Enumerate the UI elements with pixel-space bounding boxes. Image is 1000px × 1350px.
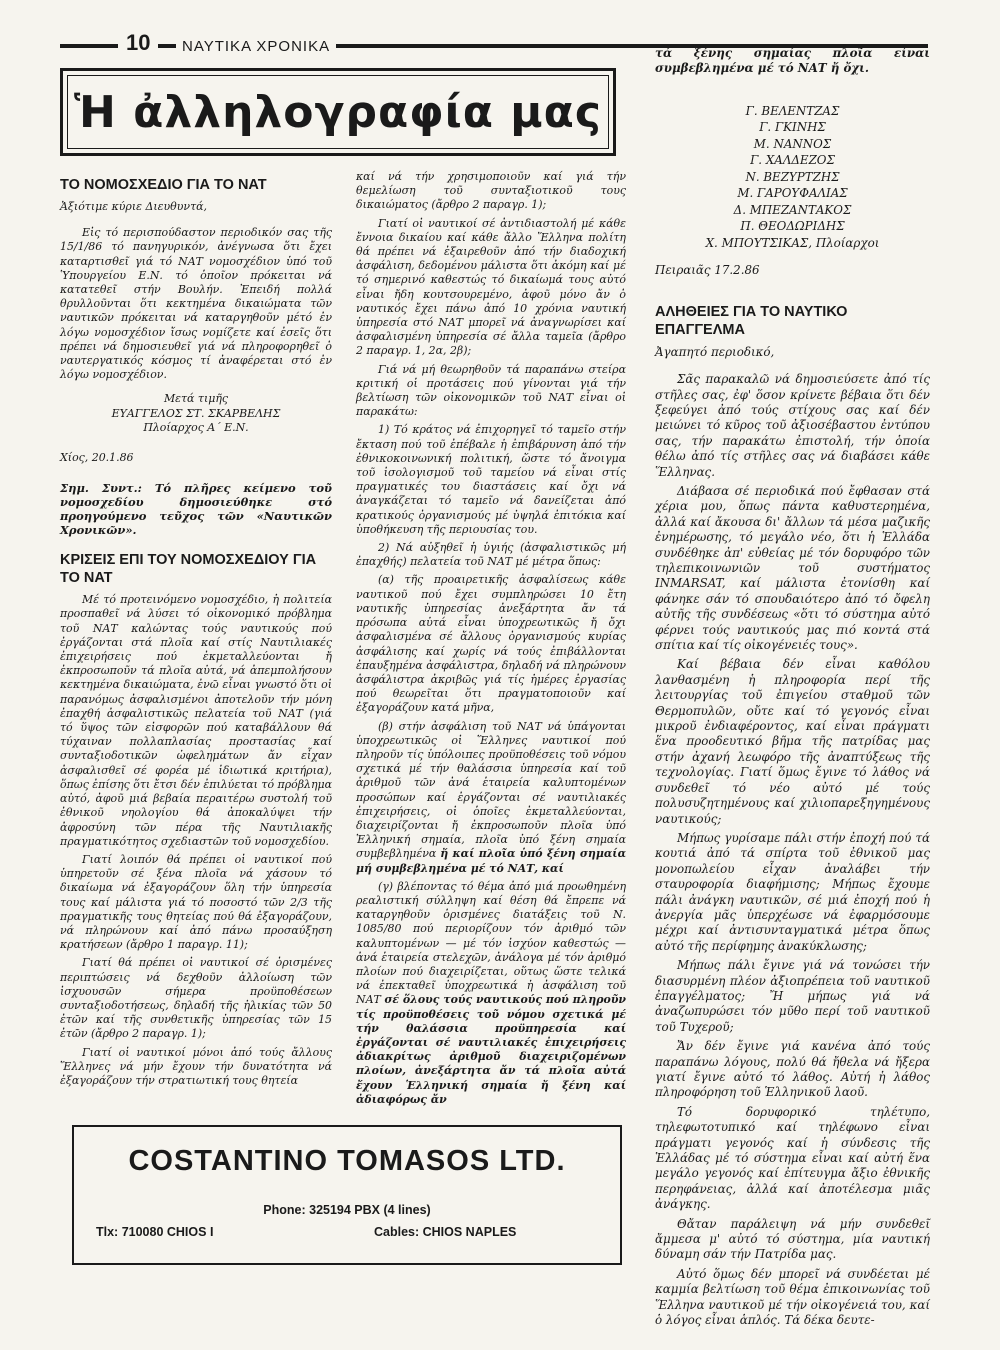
signatory: Δ. ΜΠΕΖΑΝΤΑΚΟΣ [733,202,852,217]
advert-telex: Tlx: 710080 CHIOS I [96,1225,214,1239]
letter2-paragraph: Γιατί οἱ ναυτικοί μόνοι ἀπό τούς ἄλλους Ἕλληνες νά μήν ἔχουν τήν δυνατότητα νά ἐξαγοράζουν τήν στρατιωτική τους θητεία [60,1045,332,1087]
letter3-paragraph: Τό δορυφορικό τηλέτυπο, τηλεφωτοτυπικό καί τηλέφωνο εἶναι πράγματι γεγονός καί ἡ σύνδεσις τῆς Ἑλλάδας μέ τό σύστημα εἶναι καί αὐτή ἕνα μεγάλο γεγονός καί ἐπίτευγμα ἄξιο ἐθνικῆς περηφάνειας, ἀλλά καί ἀποτέλεσμα μιᾶς ἀνάγκης. [655,1104,930,1212]
letter2-text: (β) στήν ἀσφάλιση τοῦ ΝΑΤ νά ὑπάγονται ὑποχρεωτικῶς οἱ Ἕλληνες ναυτικοί πού πληροῦν τίς ὑπόλοιπες προϋποθέσεις τοῦ νόμου σχετικά μέ τήν θαλάσσια ὑπηρεσία καί τοῦ ἀριθμοῦ τῶν ἀνά ἑταιρεία καλυπτομένων προσώπων καί ἐργάζονται σέ ναυτιλιακές ἐπιχειρήσεις, οἱ ὁποῖες ἐκμεταλλεύονται, διαχειρίζονται ἤ ἐκπροσωποῦν πλοῖα ὑπό Ἑλληνική σημαία, πλοῖα ὑπό ξένη σημαία συμβεβλημένα [356,719,626,861]
letter3-paragraph: Αὐτό ὅμως δέν μπορεῖ νά συνδέεται μέ καμμία βελτίωση τοῦ θέμα ἐπικοινωνίας τοῦ Ἕλληνα ναυτικοῦ μέ τήν οἰκογένειά του, καί ὁ λόγος εἶναι ἁπλός. Τά δέκα δευτε- [655,1266,930,1328]
letter2-place-date: Πειραιᾶς 17.2.86 [655,263,760,278]
signatory: Μ. ΓΑΡΟΥΦΑΛΙΑΣ [737,186,848,201]
signatory: Π. ΘΕΟΔΩΡΙΔΗΣ [740,219,845,234]
section-title-box [60,68,616,156]
advert-phone: Phone: 325194 PBX (4 lines) [263,1203,431,1217]
letter2-paragraph: καί νά τήν χρησιμοποιοῦν καί γιά τήν θεμελίωση τοῦ συνταξιοτικοῦ τους δικαιώματος (ἄρθρο 2 παραγρ. 1); [356,170,626,212]
letter1-body: Εἰς τό περισπούδαστον περιοδικόν σας τῆς 15/1/86 τό πανηγυρικόν, ἀνέγνωσα ὅτι ἔχει καταρτισθεῖ γιά τό ΝΑΤ νομοσχέδιον ὑπό τοῦ Ὑπουργείου Ε.Ν. τό ὁποῖον πρόκειται νά κατατεθεῖ στήν Βουλήν. Ἐπειδή πολλά θρυλλοῦνται ὅτι κεκτημένα δικαιώματα τῶν ναυτικῶν πρόκειται νά καταργηθοῦν μέτό ἐν λόγω νομοσχέδιον ἴσως νομίζετε καί ἐσεῖς ὅτι πρέπει νά δημοσιευθεῖ γιά νά πληροφορηθεῖ ὁ ναυτεργατικός κόσμος τί ἀναφέρεται στό ἐν λόγω νομοσχέδιον. [60,226,332,382]
letter3-paragraph: Μήπως γυρίσαμε πάλι στήν ἐποχή πού τά κουτιά ἀπό τά σπίρτα τοῦ ἐθνικοῦ μας μονοπωλείου εἶχαν ἀναλάβει τήν σταυροφορία διαφήμισης; Μήπως ἔχουμε πάλι ἀνάγκη ναυτικῶν, σέ μιά ἐποχή πού ἡ ἀνεργία μᾶς ὑπερχέωσε νά ἐφαρμόσουμε μέχρι καί ἀντισυνταγματικά μέτρα ὅπως αὐτό τῆς περίφημης ἀνακύκλωσης; [655,830,930,953]
letter1-closing: Μετά τιμῆς [163,392,229,406]
letter2-paragraph: Γιατί θά πρέπει οἱ ναυτικοί σέ ὁρισμένες περιπτώσεις νά δεχθοῦν ἀλλοίωση τῶν ἰσχυουσῶν σήμερα προϋποθέσεων συνταξιοδοτήσεως, δηλαδή τῆς ἡλικίας τῶν 50 ἐτῶν καί τῆς συνθετικῆς ὑπηρεσίας τῶν 15 ἐτῶν (ἄρθρο 2 παραγρ. 1); [60,956,332,1041]
letter3-paragraph: Καί βέβαια δέν εἶναι καθόλου λανθασμένη ἡ πληροφορία περί τῆς λειτουργίας τοῦ ἐπιγείου σταθμοῦ τῶν Θερμοπυλῶν, οὔτε καί τό γεγονός εἶναι μικροῦ ἐνδιαφέροντος, καί εἶναι πράγματι ἕνα προοδευτικό βῆμα τῆς πατρίδας μας στήν ἀχανή λεωφόρο τῆς ἀναπτύξεως τῆς τεχνολογίας. Γιατί ὅμως ἔγινε τό λάθος νά συνδεθεῖ τό νέο αὐτό μέ τούς πολυσυζητημένους καί χιλιοπαρεξηγημένους ναυτικούς; [655,657,930,826]
letter3-paragraph: Ἄν δέν ἔγινε γιά κανένα ἀπό τούς παραπάνω λόγους, πολύ θά ἤθελα νά ἤξερα γιατί ἔγινε αὐτό τό λάθος. Αὐτή ἡ λάθος πληροφόρηση τοῦ Ἑλληνικοῦ λαοῦ. [655,1039,930,1100]
letter3-paragraph: Μήπως πάλι ἔγινε γιά νά τονώσει τήν διασυρμένη πλέον ἀξιοπρέπεια τοῦ ναυτικοῦ ἐπαγγέλματος; Ἤ μήπως γιά νά ἀναζωπυρώσει τόν μῦθο περί τοῦ ναυτικοῦ τοῦ Τυχεροῦ; [655,958,930,1034]
letter2-paragraph: Γιατί λοιπόν θά πρέπει οἱ ναυτικοί πού ὑπηρετοῦν σέ ξένα πλοῖα νά χάσουν τό δικαίωμα νά ἐξαγοράζουν ὅλη τήν ὑπηρεσία τους καί μάλιστα γιά τό ποσοστό τῶν 2/3 τῆς πραγματικῆς τους θητείας πού θά ἐξαγοράζουν, νά πληρώνουν καί ἀπό πάνω προσαύξηση κρατήσεων (ἄρθρο 1 παραγρ. 11); [60,852,332,952]
signatory: Γ. ΧΑΛΔΕΖΟΣ [750,153,835,168]
magazine-name: ΝΑΥΤΙΚΑ ΧΡΟΝΙΚΑ [176,38,336,55]
letter2-bold-text: ἤ καί πλοῖα ὑπό ξένη σημαία μή συμβεβλημένα μέ τό ΝΑΤ, καί [356,847,626,875]
letter1-salutation: Ἀξιότιμε κύριε Διευθυντά, [60,200,207,213]
letter2-bold-continuation: τά ξένης σημαίας πλοῖα εἶναι συμβεβλημένα μέ τό ΝΑΤ ἤ ὄχι. [655,46,930,76]
page-number: 10 [118,30,158,56]
advertisement-box [72,1125,622,1265]
column-2 [356,170,626,1111]
letter1-signer-title: Πλοίαρχος Α΄ Ε.Ν. [143,420,249,434]
letter2-paragraph [356,880,626,1107]
letter2-paragraph: Μέ τό προτεινόμενο νομοσχέδιο, ἡ πολιτεία προσπαθεῖ νά λύσει τό οἰκονομικό πρόβλημα τοῦ ΝΑΤ καλώντας τούς ναυτικούς πού ἐργάζονται στά πλοῖα καί στίς Ναυτιλιακές ἐπιχειρήσεις πού ἐκμεταλλεύονται ἤ ἐκπροσωποῦν τά πλοῖα αὐτά, νά ἀπεμπολήσουν κεκτημένα δικαιώματα, ἐνῶ εἶναι γνωστό ὅτι οἱ παρανόμως ἀσφαλισμένοι ἀποτελοῦν τήν μόνη ἐπαχθή ἀσφαλιστικῶς πελατεία τοῦ ΝΑΤ (γιά τό ὕψος τῶν εἰσφορῶν πού καταβάλλουν θά τύχαιναν πολλαπλασίας προστασίας καί συνταξιοδοτικῶν ὠφελημάτων ἄν εἶχαν ἀσφαλισθεῖ σέ φορέα μέ ἰδιωτικά κριτήρια), ὅπως ἐπίσης ὅτι ἔτσι δέν ἐπιλύεται τό πρόβλημα αὐτό, ἀφοῦ μιά βεβαία περαιτέρω συστολή τοῦ ἐθνικοῦ νηολογίου θά ἀποκαλύψει τήν ἀφροσύνη τῶν πέρα τῆς Ναυτιλιακῆς πραγματικότητος σχεδιαστῶν τοῦ νομοσχεδίου. [60,593,333,848]
letter1-heading: ΤΟ ΝΟΜΟΣΧΕΔΙΟ ΓΙΑ ΤΟ ΝΑΤ [60,177,267,193]
column-1 [60,170,332,1092]
letter3-heading: ΑΛΗΘΕΙΕΣ ΓΙΑ ΤΟ ΝΑΥΤΙΚΟ ΕΠΑΓΓΕΛΜΑ [655,303,848,338]
signatory: Ν. ΒΕΖΥΡΤΖΗΣ [745,169,840,184]
letter1-signer-name: ΕΥΑΓΓΕΛΟΣ ΣΤ. ΣΚΑΡΒΕΛΗΣ [111,406,281,420]
letter2-paragraph: Γιατί οἱ ναυτικοί σέ ἀντιδιαστολή μέ κάθε ἔννοια δικαίου καί κάθε ἄλλο Ἕλληνα πολίτη θά πρέπει νά ἐξαιρεθοῦν ἀπό τήν διαδοχική ἀσφάλιση, δεδομένου μάλιστα ὅτι ἀκόμη καί μέ τό σημερινό καθεστώς τό δικαίωμά τους αὐτό εἶναι ἤδη κουτσουρεμένο, ἀφοῦ μόνο ἄν ὁ ναυτικός ἔχει πάνω ἀπό 10 χρόνια ναυτική ὑπηρεσία στό ΝΑΤ μπορεῖ νά ἀναγνωρίσει καί ἀσφαλισμένη ὑπηρεσία σέ ἄλλα ταμεῖα (ἄρθρο 2 παραγρ. 1, 2α, 2β); [356,216,626,358]
signatory: Μ. ΝΑΝΝΟΣ [753,136,832,151]
letter2-paragraph: 1) Τό κράτος νά ἐπιχορηγεῖ τό ταμεῖο στήν ἔκταση πού τοῦ ἐπέβαλε ἡ ἐπιβάρυνση ἀπό τήν ἐθνικοκοινωνική πολιτική, ὥστε τό ἄνοιγμα τοῦ ἰσολογισμοῦ τοῦ ταμείου νά εἶναι στίς πραγματικές του διαστάσεις καί ὄχι νά ἀναγκάζεται τό ταμεῖο νά δανείζεται ἀπό κρατικούς ὀργανισμούς μέ ὑψηλά ἐπιτόκια καί ὑποθήκευση τῆς περιουσίας του. [356,423,626,536]
advert-company: COSTANTINO TOMASOS LTD. [128,1145,566,1177]
letter2-bold-text: σέ ὅλους τούς ναυτικούς πού πληροῦν τίς προϋποθέσεις τοῦ νόμου σχετικά μέ τήν θαλάσσια προϋπηρεσία καί ἐργάζονται σέ ναυτιλιακές ἐπιχειρήσεις ἀδιακρίτως ἀριθμοῦ διαχειριζομένων πλοίων, ἀνεξάρτητα ἄν τά πλοῖα αὐτά ἔχουν Ἑλληνική σημαία ἤ ξένη καί ἀδιαφόρως ἄν [356,993,627,1106]
letter2-paragraph: 2) Νά αὐξηθεῖ ἡ ὑγιής (ἀσφαλιστικῶς μή ἐπαχθής) πελατεία τοῦ ΝΑΤ μέ μέτρα ὅπως: [356,541,626,569]
letter2-text: (γ) βλέποντας τό θέμα ἀπό μιά προωθημένη ρεαλιστική σύλληψη καί θέση θά ἔπρεπε νά καταργηθοῦν ὁρισμένες διατάξεις τοῦ Ν. 1085/80 πού περιορίζουν τόν ἀριθμό τῶν καλυπτομένων — μέ τόν ἰσχύον καθεστώς — ἀνά ἑταιρεία στελεχῶν, ἀνάλογα μέ τόν ἀριθμό πλοίων πού διαχειρίζεται, οὕτως ὥστε τελικά νά ἐπεκταθεῖ ὑποχρεωτικά ἡ ἀσφάλιση τοῦ ΝΑΤ [356,879,626,1007]
letter2-paragraph [356,720,626,876]
signatory: Γ. ΓΚΙΝΗΣ [759,120,826,135]
letter1-place-date: Χίος, 20.1.86 [60,451,134,465]
letter3-paragraph: Σᾶς παρακαλῶ νά δημοσιεύσετε ἀπό τίς στῆλες σας, ἐφ' ὅσον κρίνετε βέβαια ὅτι δέν ξεφεύγει ἀπό τούς στίχους σας καί δέν μειώνει τό κῦρος τοῦ ἀξιοσέβαστου ἐντύπου σας, τήν παρακάτω ἐπιστολή, τήν ὁποία θέλω ἀπό τίς στῆλες σας νά διαβάσει κάθε Ἕλληνας. [655,372,930,479]
signatory: Γ. ΒΕΛΕΝΤΖΑΣ [745,103,840,118]
letter3-salutation: Ἀγαπητό περιοδικό, [655,344,775,359]
letter3-paragraph: Θἄταν παράλειψη νά μήν συνδεθεῖ ἄμμεσα μ' αὐτό τό σύστημα, μία ναυτική δύναμη σάν τήν Πατρίδα μας. [655,1216,930,1262]
advert-cables: Cables: CHIOS NAPLES [374,1225,517,1239]
editor-note: Σημ. Συντ.: Τό πλῆρες κείμενο τοῦ νομοσχεδίου δημοσιεύθηκε στό προηγούμενο τεῦχος τῶν «Ναυτικῶν Χρονικῶν». [60,481,332,538]
letter2-paragraph: Γιά νά μή θεωρηθοῦν τά παραπάνω στείρα κριτική οἱ προτάσεις πού γίνονται γιά τήν βελτίωση τῶν οἰκονομικῶν τοῦ ΝΑΤ εἶναι οἱ παρακάτω: [356,362,626,419]
letter2-heading: ΚΡΙΣΕΙΣ ΕΠΙ ΤΟΥ ΝΟΜΟΣΧΕΔΙΟΥ ΓΙΑ ΤΟ ΝΑΤ [60,552,317,587]
column-3 [655,46,930,1333]
letter2-paragraph: (α) τῆς προαιρετικῆς ἀσφαλίσεως κάθε ναυτικοῦ πού ἔχει συμπληρώσει 10 ἔτη ναυτικῆς ὑπηρεσίας ἀνεξάρτητα ἄν τά πρόσωπα αὐτά εἶναι ὑποχρεωτικῶς ἤ ὄχι ἀσφαλισμένα σέ ἄλλους ὀργανισμούς κυρίας ἀσφάλισης καί χωρίς νά τούς ἐπιβάλλονται ἐπαυξημένα ἀσφάλιστρα, δηλαδή νά πληρώνουν ἀσφάλιστρα ἀκριβῶς γιά τίς ἡμέρες ἐργασίας πού θεωρεῖται ὅτι πραγματοποιοῦν καί ἐξαγοράζουν κατά μῆνα, [356,573,626,715]
section-title: Ἡ ἀλληλογραφία μας [74,86,602,138]
signatory: Χ. ΜΠΟΥΤΣΙΚΑΣ, Πλοίαρχοι [705,235,880,250]
letter3-paragraph: Διάβασα σέ περιοδικά πού ἔφθασαν στά χέρια μου, ὅπως πάντα καθυστερημένα, ἀλλά καί ἄκουσα δι' ἄλλων τά μέσα μαζικῆς ἐνημέρωσης, τό μεγάλο νέο, ὅτι ἡ Ἑλλάδα συνδέθηκε ἀπ' εὐθείας μέ τόν δορυφόρο τῶν τηλεπικοινωνιῶν τοῦ συστήματος INMARSAT, καί μάλιστα ἐτονίσθη καί φάνηκε σάν τό σπουδαιότερο ἀπό τό ὄφελη αὐτῆς τῆς συνδέσεως «ὅτι τό σύστημα αὐτό φέρνει τούς ναυτικούς μας πιό κοντά στά σπίτια καί τίς οἰκογένειές τους». [655,483,930,653]
signatories-list [655,103,930,252]
